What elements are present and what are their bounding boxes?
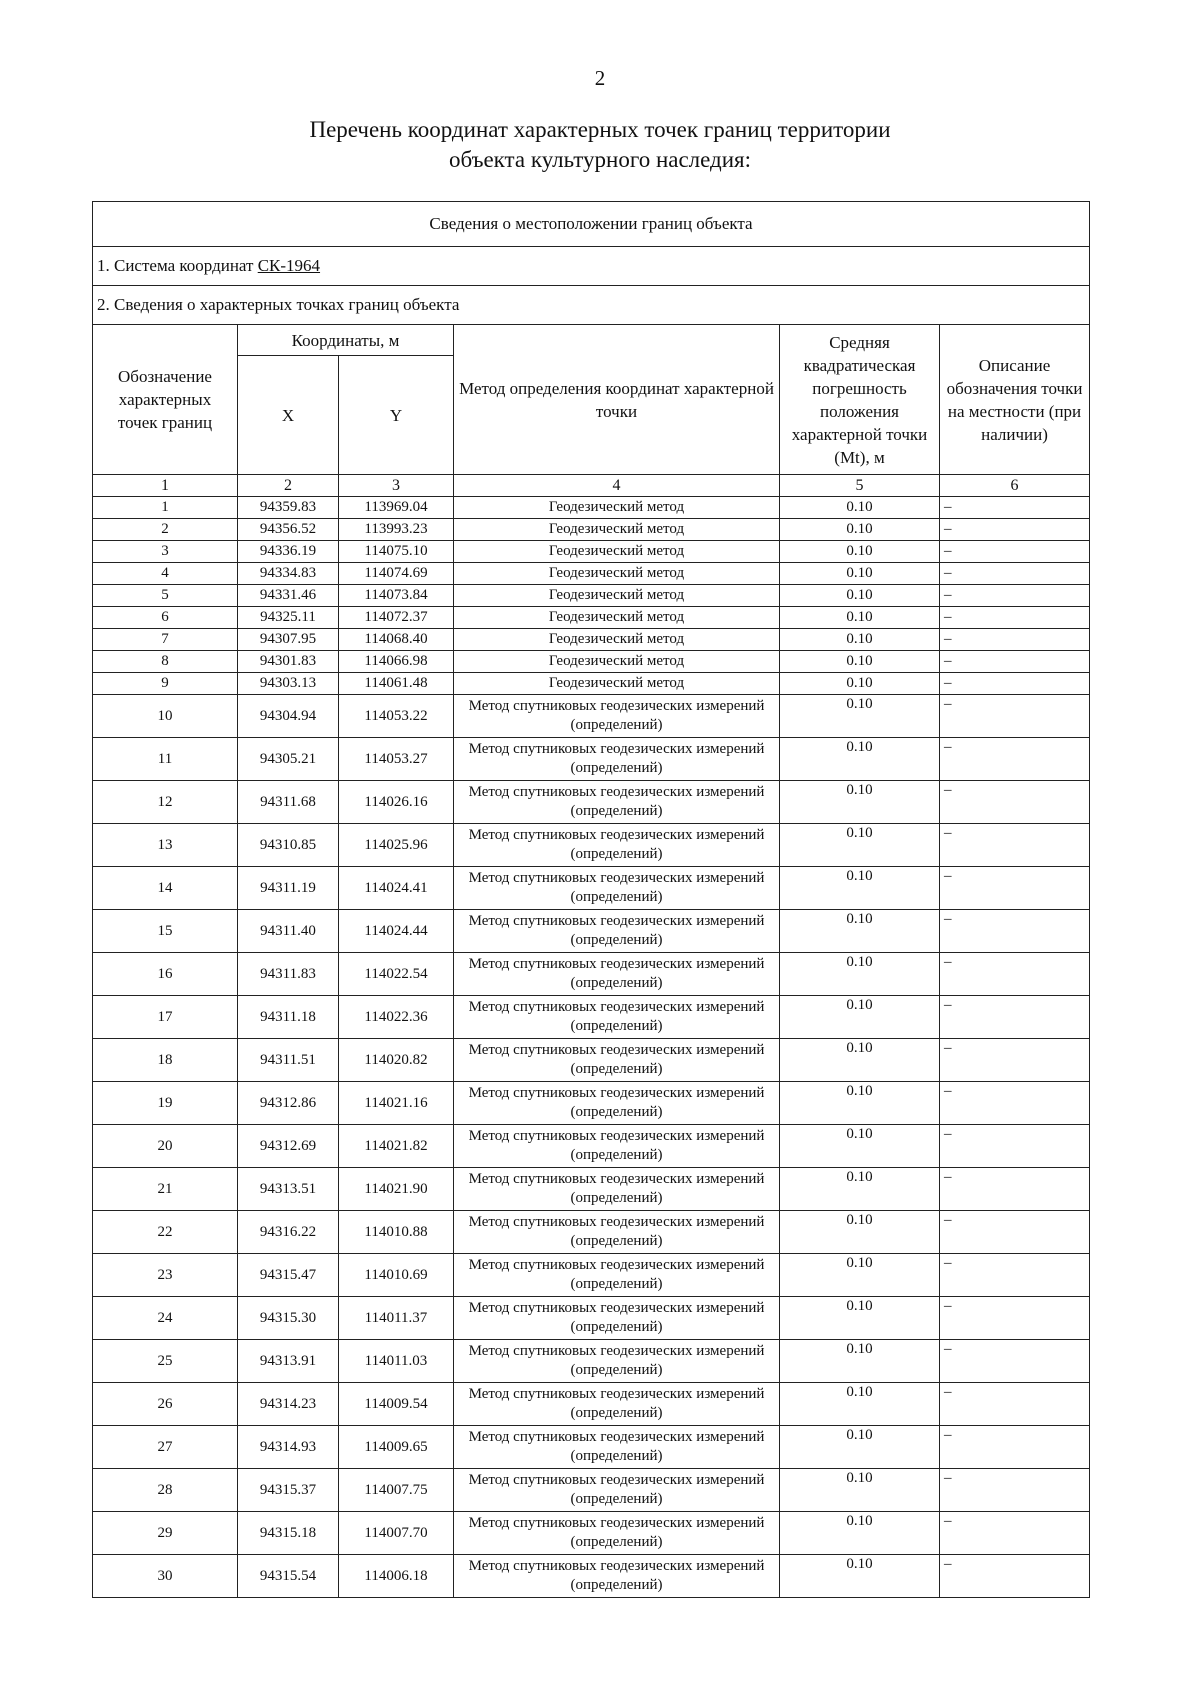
point-description: – xyxy=(940,585,1090,607)
point-description: – xyxy=(940,519,1090,541)
point-error: 0.10 xyxy=(780,607,940,629)
point-description: – xyxy=(940,1168,1090,1211)
point-number: 7 xyxy=(93,629,238,651)
point-error: 0.10 xyxy=(780,738,940,781)
point-y: 114024.44 xyxy=(339,910,454,953)
point-description: – xyxy=(940,996,1090,1039)
table-row xyxy=(93,1340,1090,1383)
point-y: 114074.69 xyxy=(339,563,454,585)
point-method: Метод спутниковых геодезических измерений (определений) xyxy=(454,1297,780,1340)
point-x: 94311.19 xyxy=(238,867,339,910)
table-row xyxy=(93,673,1090,695)
point-description: – xyxy=(940,673,1090,695)
point-y: 114020.82 xyxy=(339,1039,454,1082)
table-row xyxy=(93,695,1090,738)
point-y: 114011.37 xyxy=(339,1297,454,1340)
table-row xyxy=(93,497,1090,519)
point-description: – xyxy=(940,651,1090,673)
point-x: 94336.19 xyxy=(238,541,339,563)
table-row xyxy=(93,541,1090,563)
point-description: – xyxy=(940,541,1090,563)
point-y: 114073.84 xyxy=(339,585,454,607)
point-method: Метод спутниковых геодезических измерений (определений) xyxy=(454,1039,780,1082)
point-number: 22 xyxy=(93,1211,238,1254)
point-method: Метод спутниковых геодезических измерений (определений) xyxy=(454,996,780,1039)
point-x: 94331.46 xyxy=(238,585,339,607)
point-method: Метод спутниковых геодезических измерений (определений) xyxy=(454,695,780,738)
point-number: 10 xyxy=(93,695,238,738)
point-method: Метод спутниковых геодезических измерений (определений) xyxy=(454,1211,780,1254)
table-row xyxy=(93,1383,1090,1426)
point-error: 0.10 xyxy=(780,867,940,910)
table-row xyxy=(93,1211,1090,1254)
table-row xyxy=(93,867,1090,910)
point-y: 114022.54 xyxy=(339,953,454,996)
point-x: 94310.85 xyxy=(238,824,339,867)
point-y: 113993.23 xyxy=(339,519,454,541)
point-number: 28 xyxy=(93,1469,238,1512)
point-x: 94301.83 xyxy=(238,651,339,673)
point-method: Метод спутниковых геодезических измерений (определений) xyxy=(454,1082,780,1125)
points-section-heading: 2. Сведения о характерных точках границ объекта xyxy=(93,286,1090,325)
table-row xyxy=(93,1469,1090,1512)
point-y: 114053.27 xyxy=(339,738,454,781)
point-y: 114025.96 xyxy=(339,824,454,867)
point-error: 0.10 xyxy=(780,1254,940,1297)
point-error: 0.10 xyxy=(780,585,940,607)
table-row xyxy=(93,1426,1090,1469)
point-x: 94315.47 xyxy=(238,1254,339,1297)
point-error: 0.10 xyxy=(780,651,940,673)
point-error: 0.10 xyxy=(780,519,940,541)
point-number: 17 xyxy=(93,996,238,1039)
point-description: – xyxy=(940,1254,1090,1297)
coord-system-label: 1. Система координат xyxy=(97,256,258,275)
point-number: 14 xyxy=(93,867,238,910)
point-x: 94315.54 xyxy=(238,1555,339,1598)
point-error: 0.10 xyxy=(780,781,940,824)
point-x: 94313.91 xyxy=(238,1340,339,1383)
point-x: 94316.22 xyxy=(238,1211,339,1254)
point-method: Метод спутниковых геодезических измерений (определений) xyxy=(454,1168,780,1211)
page-title xyxy=(0,115,1200,175)
point-x: 94304.94 xyxy=(238,695,339,738)
table-row xyxy=(93,1039,1090,1082)
point-error: 0.10 xyxy=(780,953,940,996)
point-method: Геодезический метод xyxy=(454,585,780,607)
point-error: 0.10 xyxy=(780,1512,940,1555)
point-description: – xyxy=(940,738,1090,781)
point-y: 114006.18 xyxy=(339,1555,454,1598)
column-number: 1 xyxy=(93,475,238,497)
point-description: – xyxy=(940,781,1090,824)
point-description: – xyxy=(940,1211,1090,1254)
point-number: 1 xyxy=(93,497,238,519)
point-description: – xyxy=(940,1469,1090,1512)
point-error: 0.10 xyxy=(780,629,940,651)
point-y: 114009.65 xyxy=(339,1426,454,1469)
point-description: – xyxy=(940,1297,1090,1340)
point-method: Геодезический метод xyxy=(454,607,780,629)
point-x: 94356.52 xyxy=(238,519,339,541)
point-y: 114021.90 xyxy=(339,1168,454,1211)
point-error: 0.10 xyxy=(780,563,940,585)
table-row xyxy=(93,824,1090,867)
point-x: 94315.30 xyxy=(238,1297,339,1340)
point-description: – xyxy=(940,1555,1090,1598)
header-y: Y xyxy=(339,356,454,475)
point-x: 94311.18 xyxy=(238,996,339,1039)
page-number: 2 xyxy=(594,66,606,90)
point-description: – xyxy=(940,824,1090,867)
column-number: 5 xyxy=(780,475,940,497)
point-method: Метод спутниковых геодезических измерений (определений) xyxy=(454,1555,780,1598)
header-description: Описание обозначения точки на местности (при наличии) xyxy=(940,325,1090,475)
header-coordinates: Координаты, м xyxy=(238,325,454,356)
table-row xyxy=(93,563,1090,585)
header-x: X xyxy=(238,356,339,475)
point-error: 0.10 xyxy=(780,1426,940,1469)
point-description: – xyxy=(940,629,1090,651)
point-method: Метод спутниковых геодезических измерений (определений) xyxy=(454,824,780,867)
point-x: 94307.95 xyxy=(238,629,339,651)
table-row xyxy=(93,629,1090,651)
point-number: 25 xyxy=(93,1340,238,1383)
point-y: 113969.04 xyxy=(339,497,454,519)
point-y: 114007.75 xyxy=(339,1469,454,1512)
point-error: 0.10 xyxy=(780,996,940,1039)
table-row xyxy=(93,1254,1090,1297)
point-y: 114066.98 xyxy=(339,651,454,673)
point-y: 114072.37 xyxy=(339,607,454,629)
point-y: 114011.03 xyxy=(339,1340,454,1383)
point-y: 114007.70 xyxy=(339,1512,454,1555)
table-row xyxy=(93,738,1090,781)
point-number: 9 xyxy=(93,673,238,695)
table-row xyxy=(93,1125,1090,1168)
point-y: 114009.54 xyxy=(339,1383,454,1426)
point-y: 114053.22 xyxy=(339,695,454,738)
table-row xyxy=(93,1297,1090,1340)
point-error: 0.10 xyxy=(780,910,940,953)
point-x: 94312.69 xyxy=(238,1125,339,1168)
point-number: 27 xyxy=(93,1426,238,1469)
point-x: 94314.93 xyxy=(238,1426,339,1469)
point-number: 29 xyxy=(93,1512,238,1555)
point-x: 94303.13 xyxy=(238,673,339,695)
point-number: 15 xyxy=(93,910,238,953)
point-x: 94325.11 xyxy=(238,607,339,629)
point-y: 114068.40 xyxy=(339,629,454,651)
section-header: Сведения о местоположении границ объекта xyxy=(93,202,1090,247)
point-method: Геодезический метод xyxy=(454,673,780,695)
point-x: 94314.23 xyxy=(238,1383,339,1426)
point-number: 16 xyxy=(93,953,238,996)
point-method: Метод спутниковых геодезических измерений (определений) xyxy=(454,867,780,910)
table-row xyxy=(93,1082,1090,1125)
title-line-1: Перечень координат характерных точек границ территории xyxy=(309,117,891,142)
header-error: Средняя квадратическая погрешность положения характерной точки (Mt), м xyxy=(780,325,940,475)
point-number: 11 xyxy=(93,738,238,781)
point-number: 6 xyxy=(93,607,238,629)
table-row xyxy=(93,519,1090,541)
column-number: 2 xyxy=(238,475,339,497)
point-x: 94311.83 xyxy=(238,953,339,996)
point-x: 94313.51 xyxy=(238,1168,339,1211)
point-y: 114075.10 xyxy=(339,541,454,563)
header-designation: Обозначение характерных точек границ xyxy=(93,325,238,475)
point-x: 94334.83 xyxy=(238,563,339,585)
point-error: 0.10 xyxy=(780,824,940,867)
point-y: 114010.88 xyxy=(339,1211,454,1254)
point-method: Геодезический метод xyxy=(454,629,780,651)
column-number: 6 xyxy=(940,475,1090,497)
point-y: 114010.69 xyxy=(339,1254,454,1297)
point-error: 0.10 xyxy=(780,541,940,563)
point-y: 114022.36 xyxy=(339,996,454,1039)
point-method: Геодезический метод xyxy=(454,497,780,519)
point-description: – xyxy=(940,1426,1090,1469)
point-method: Геодезический метод xyxy=(454,563,780,585)
point-y: 114061.48 xyxy=(339,673,454,695)
point-method: Геодезический метод xyxy=(454,519,780,541)
point-x: 94305.21 xyxy=(238,738,339,781)
point-number: 26 xyxy=(93,1383,238,1426)
point-method: Метод спутниковых геодезических измерений (определений) xyxy=(454,738,780,781)
point-method: Метод спутниковых геодезических измерений (определений) xyxy=(454,910,780,953)
coord-system-cell xyxy=(93,247,1090,286)
point-error: 0.10 xyxy=(780,1469,940,1512)
point-description: – xyxy=(940,607,1090,629)
point-error: 0.10 xyxy=(780,695,940,738)
point-number: 5 xyxy=(93,585,238,607)
point-x: 94311.40 xyxy=(238,910,339,953)
point-number: 13 xyxy=(93,824,238,867)
point-number: 4 xyxy=(93,563,238,585)
point-number: 23 xyxy=(93,1254,238,1297)
point-number: 24 xyxy=(93,1297,238,1340)
column-number: 4 xyxy=(454,475,780,497)
coordinates-table xyxy=(92,201,1090,1598)
point-method: Метод спутниковых геодезических измерений (определений) xyxy=(454,1340,780,1383)
point-y: 114021.16 xyxy=(339,1082,454,1125)
point-x: 94311.68 xyxy=(238,781,339,824)
point-method: Метод спутниковых геодезических измерений (определений) xyxy=(454,1125,780,1168)
point-y: 114021.82 xyxy=(339,1125,454,1168)
point-description: – xyxy=(940,867,1090,910)
point-y: 114024.41 xyxy=(339,867,454,910)
point-description: – xyxy=(940,1082,1090,1125)
table-row xyxy=(93,1168,1090,1211)
column-number: 3 xyxy=(339,475,454,497)
point-x: 94311.51 xyxy=(238,1039,339,1082)
point-number: 8 xyxy=(93,651,238,673)
point-number: 12 xyxy=(93,781,238,824)
point-number: 30 xyxy=(93,1555,238,1598)
point-number: 20 xyxy=(93,1125,238,1168)
header-method: Метод определения координат характерной точки xyxy=(454,325,780,475)
point-number: 18 xyxy=(93,1039,238,1082)
point-method: Метод спутниковых геодезических измерений (определений) xyxy=(454,1383,780,1426)
table-row xyxy=(93,585,1090,607)
title-line-2: объекта культурного наследия: xyxy=(448,147,752,172)
point-method: Геодезический метод xyxy=(454,541,780,563)
point-description: – xyxy=(940,563,1090,585)
point-number: 3 xyxy=(93,541,238,563)
point-method: Метод спутниковых геодезических измерений (определений) xyxy=(454,953,780,996)
point-description: – xyxy=(940,953,1090,996)
point-description: – xyxy=(940,1125,1090,1168)
point-number: 21 xyxy=(93,1168,238,1211)
table-row xyxy=(93,607,1090,629)
point-error: 0.10 xyxy=(780,1039,940,1082)
point-description: – xyxy=(940,1383,1090,1426)
point-method: Метод спутниковых геодезических измерений (определений) xyxy=(454,1254,780,1297)
table-row xyxy=(93,651,1090,673)
point-x: 94359.83 xyxy=(238,497,339,519)
point-method: Геодезический метод xyxy=(454,651,780,673)
point-error: 0.10 xyxy=(780,1082,940,1125)
point-description: – xyxy=(940,910,1090,953)
point-method: Метод спутниковых геодезических измерений (определений) xyxy=(454,1512,780,1555)
point-error: 0.10 xyxy=(780,497,940,519)
point-error: 0.10 xyxy=(780,1555,940,1598)
point-description: – xyxy=(940,497,1090,519)
point-method: Метод спутниковых геодезических измерений (определений) xyxy=(454,1426,780,1469)
point-description: – xyxy=(940,1340,1090,1383)
table-row xyxy=(93,1512,1090,1555)
table-row xyxy=(93,781,1090,824)
point-number: 19 xyxy=(93,1082,238,1125)
point-description: – xyxy=(940,1512,1090,1555)
point-x: 94315.37 xyxy=(238,1469,339,1512)
point-error: 0.10 xyxy=(780,1340,940,1383)
point-method: Метод спутниковых геодезических измерений (определений) xyxy=(454,1469,780,1512)
point-error: 0.10 xyxy=(780,1211,940,1254)
point-x: 94315.18 xyxy=(238,1512,339,1555)
table-row xyxy=(93,1555,1090,1598)
point-error: 0.10 xyxy=(780,1168,940,1211)
table-row xyxy=(93,910,1090,953)
point-x: 94312.86 xyxy=(238,1082,339,1125)
coord-system-value: СК-1964 xyxy=(257,256,321,275)
point-y: 114026.16 xyxy=(339,781,454,824)
table-row xyxy=(93,953,1090,996)
table-row xyxy=(93,996,1090,1039)
point-number: 2 xyxy=(93,519,238,541)
point-error: 0.10 xyxy=(780,1125,940,1168)
point-error: 0.10 xyxy=(780,1297,940,1340)
point-description: – xyxy=(940,1039,1090,1082)
point-method: Метод спутниковых геодезических измерений (определений) xyxy=(454,781,780,824)
point-error: 0.10 xyxy=(780,1383,940,1426)
point-description: – xyxy=(940,695,1090,738)
point-error: 0.10 xyxy=(780,673,940,695)
